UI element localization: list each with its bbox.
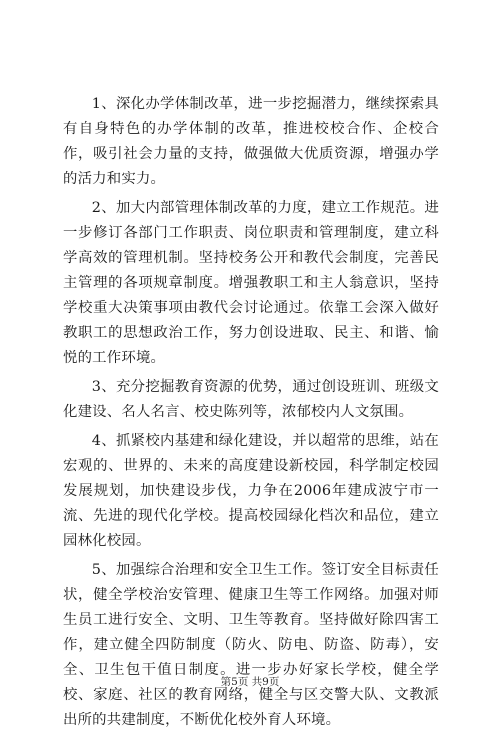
paragraph-1: 1、深化办学体制改革，进一步挖掘潜力，继续探索具有自身特色的办学体制的改革，推进校校合作、企校合作，吸引社会力量的支持，做强做大优质资源，增强办学的活力和实力。	[63, 96, 439, 187]
page-number-footer: 第5页 共9页	[220, 676, 280, 688]
document-body	[63, 92, 439, 733]
paragraph-2: 2、加大内部管理体制改革的力度，建立工作规范。进一步修订各部门工作职责、岗位职责和管理制度，建立科学高效的管理机制。坚持校务公开和教代会制度，完善民主管理的各项规章制度。增强教职工和主人翁意识，坚持学校重大决策事项由教代会讨论通过。依靠工会深入做好教职工的思想政治工作，努力创设进取、民主、和谐、愉悦的工作环境。	[63, 200, 439, 366]
paragraph-3: 3、充分挖掘教育资源的优势，通过创设班训、班级文化建设、名人名言、校史陈列等，浓郁校内人文氛围。	[63, 379, 439, 420]
paragraph-4: 4、抓紧校内基建和绿化建设，并以超常的思维，站在宏观的、世界的、未来的高度建设新校园，科学制定校园发展规划，加快建设步伐，力争在2006年建成波宁市一流、先进的现代化学校。提高校园绿化档次和品位，建立园林化校园。	[63, 433, 439, 549]
paragraph-5: 5、加强综合治理和安全卫生工作。签订安全目标责任状，健全学校治安管理、健康卫生等工作网络。加强对师生员工进行安全、文明、卫生等教育。坚持做好除四害工作，建立健全四防制度（防火、防电、防盗、防毒），安全、卫生包干值日制度。进一步办好家长学校，健全学校、家庭、社区的教育网络，健全与区交警大队、文教派出所的共建制度，不断优化校外育人环境。	[63, 562, 439, 728]
